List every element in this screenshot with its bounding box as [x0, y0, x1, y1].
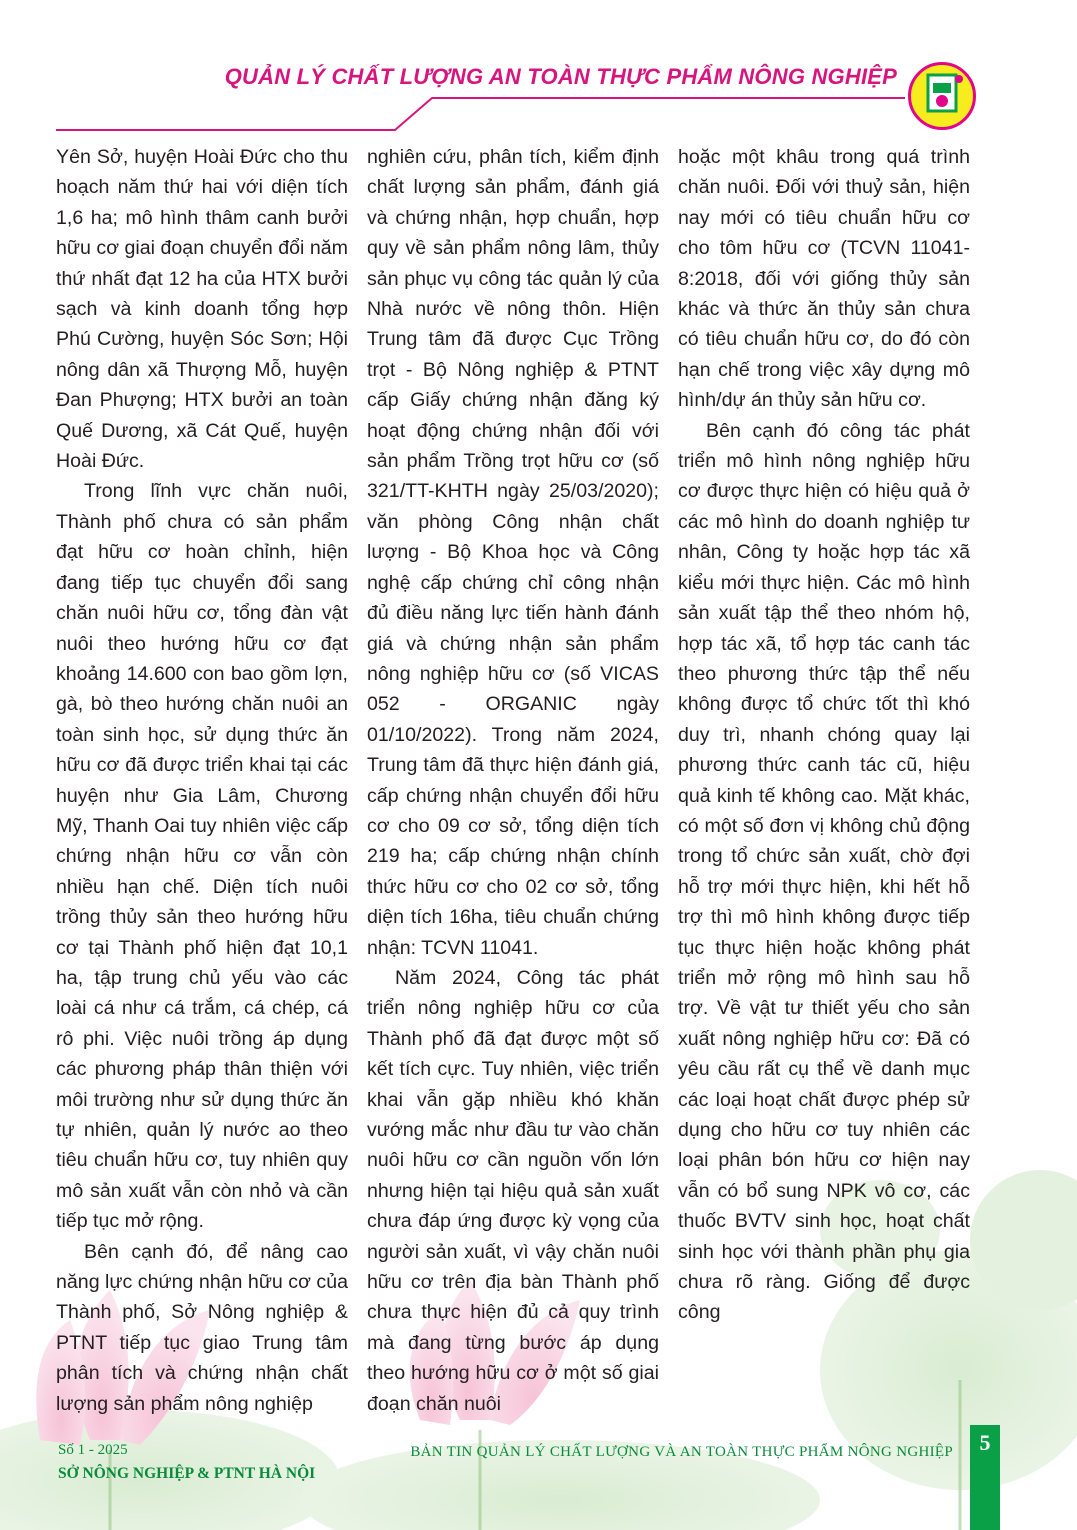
- page-number: 5: [979, 1430, 991, 1455]
- paragraph: Bên cạnh đó công tác phát triển mô hình nông nghiệp hữu cơ được thực hiện có hiệu quả ở các mô hình do doanh nghiệp tư nhân, Công ty hoặc hợp tác xã kiểu mới thực hiện. Các mô hình sản xuất tập thể theo nhóm hộ, hợp tác xã, tổ hợp tác canh tác theo phương thức tập thể nếu không được tổ chức tốt thì khó duy trì, nhanh chóng quay lại phương thức canh tác cũ, hiệu quả kinh tế không cao. Mặt khác, có một số đơn vị không chủ động trong tổ chức sản xuất, chờ đợi hỗ trợ mới thực hiện, khi hết hỗ trợ thì mô hình không được tiếp tục thực hiện hoặc không phát triển mở rộng mô hình sau hỗ trợ. Về vật tư thiết yếu cho sản xuất nông nghiệp hữu cơ: Đã có yêu cầu rất cụ thể về danh mục các loại hoạt chất được phép sử dụng cho hữu cơ tuy nhiên các loại phân bón hữu cơ hiện nay vẫn có bổ sung NPK vô cơ, các thuốc BVTV sinh học, hoạt chất sinh học với thành phần phụ gia chưa rõ ràng. Giống để được công: [678, 419, 970, 1324]
- footer-department: SỞ NÔNG NGHIỆP & PTNT HÀ NỘI: [58, 1465, 316, 1482]
- paragraph: Bên cạnh đó, để nâng cao năng lực chứng nhận hữu cơ của Thành phố, Sở Nông nghiệp & PTNT tiếp tục giao Trung tâm phân tích và chứng nhận chất lượng sản phẩm nông nghiệp: [56, 1240, 348, 1415]
- footer-bulletin-title: BẢN TIN QUẢN LÝ CHẤT LƯỢNG VÀ AN TOÀN THỰC PHẨM NÔNG NGHIỆP: [410, 1444, 953, 1460]
- paragraph: hoặc một khâu trong quá trình chăn nuôi. Đối với thuỷ sản, hiện nay mới có tiêu chuẩn hữu cơ cho tôm hữu cơ (TCVN 11041-8:2018, đối với giống thủy sản khác và thức ăn thủy sản chưa có tiêu chuẩn hữu cơ, do đó còn hạn chế trong việc xây dựng mô hình/dự án thủy sản hữu cơ.: [678, 146, 970, 412]
- article-column-2: [367, 142, 659, 1419]
- article-column-1: [56, 142, 348, 1419]
- paragraph: Yên Sở, huyện Hoài Đức cho thu hoạch năm thứ hai với diện tích 1,6 ha; mô hình thâm canh bưởi hữu cơ giai đoạn chuyển đổi năm thứ nhất đạt 12 ha của HTX bưởi sạch và kinh doanh tổng hợp Phú Cường, huyện Sóc Sơn; Hội nông dân xã Thượng Mỗ, huyện Đan Phượng; HTX bưởi an toàn Quế Dương, xã Cát Quế, huyện Hoài Đức.: [56, 146, 348, 473]
- footer-issue-number: Số 1 - 2025: [58, 1442, 128, 1458]
- paragraph: Trong lĩnh vực chăn nuôi, Thành phố chưa có sản phẩm đạt hữu cơ hoàn chỉnh, hiện đang tiếp tục chuyển đổi sang chăn nuôi hữu cơ, tổng đàn vật nuôi theo hướng hữu cơ đạt khoảng 14.600 con bao gồm lợn, gà, bò theo hướng chăn nuôi an toàn sinh học, sử dụng thức ăn hữu cơ đã được triển khai tại các huyện như Gia Lâm, Chương Mỹ, Thanh Oai tuy nhiên việc cấp chứng nhận hữu cơ vẫn còn nhiều hạn chế. Diện tích nuôi trồng thủy sản theo hướng hữu cơ tại Thành phố hiện đạt 10,1 ha, tập trung chủ yếu vào các loài cá như cá trắm, cá chép, cá rô phi. Việc nuôi trồng áp dụng các phương pháp thân thiện với môi trường như sử dụng thức ăn tự nhiên, quản lý nước ao theo tiêu chuẩn hữu cơ, tuy nhiên quy mô sản xuất vẫn còn nhỏ và cần tiếp tục mở rộng.: [56, 480, 348, 1233]
- section-header-title: QUẢN LÝ CHẤT LƯỢNG AN TOÀN THỰC PHẨM NÔNG NGHIỆP: [224, 64, 897, 89]
- paragraph: nghiên cứu, phân tích, kiểm định chất lượng sản phẩm, đánh giá và chứng nhận, hợp chuẩn, hợp quy về sản phẩm nông lâm, thủy sản phục vụ công tác quản lý của Nhà nước về nông thôn. Hiện Trung tâm đã được Cục Trồng trọt - Bộ Nông nghiệp & PTNT cấp Giấy chứng nhận đăng ký hoạt động chứng nhận đối với sản phẩm Trồng trọt hữu cơ (số 321/TT-KHTH ngày 25/03/2020); văn phòng Công nhận chất lượng - Bộ Khoa học và Công nghệ cấp chứng chỉ công nhận đủ điều năng lực tiến hành đánh giá và chứng nhận sản phẩm nông nghiệp hữu cơ (số VICAS 052 - ORGANIC ngày 01/10/2022). Trong năm 2024, Trung tâm đã thực hiện đánh giá, cấp chứng nhận chuyển đổi hữu cơ cho 09 cơ sở, tổng diện tích 219 ha; cấp chứng nhận chính thức hữu cơ cho 02 cơ sở, tổng diện tích 16ha, tiêu chuẩn chứng nhận: TCVN 11041.: [367, 146, 659, 959]
- article-column-3: [678, 142, 970, 1328]
- hanoi-agriculture-logo-icon: [908, 62, 976, 130]
- paragraph: Năm 2024, Công tác phát triển nông nghiệp hữu cơ của Thành phố đã đạt được một số kết tích cực. Tuy nhiên, việc triển khai vẫn gặp nhiều khó khăn vướng mắc như đầu tư vào chăn nuôi hữu cơ cần nguồn vốn lớn nhưng hiện tại hiệu quả sản xuất chưa đáp ứng được kỳ vọng của người sản xuất, vì vậy chăn nuôi hữu cơ trên địa bàn Thành phố chưa thực hiện đủ cả quy trình mà đang từng bước áp dụng theo hướng hữu cơ ở một số giai đoạn chăn nuôi: [367, 966, 659, 1415]
